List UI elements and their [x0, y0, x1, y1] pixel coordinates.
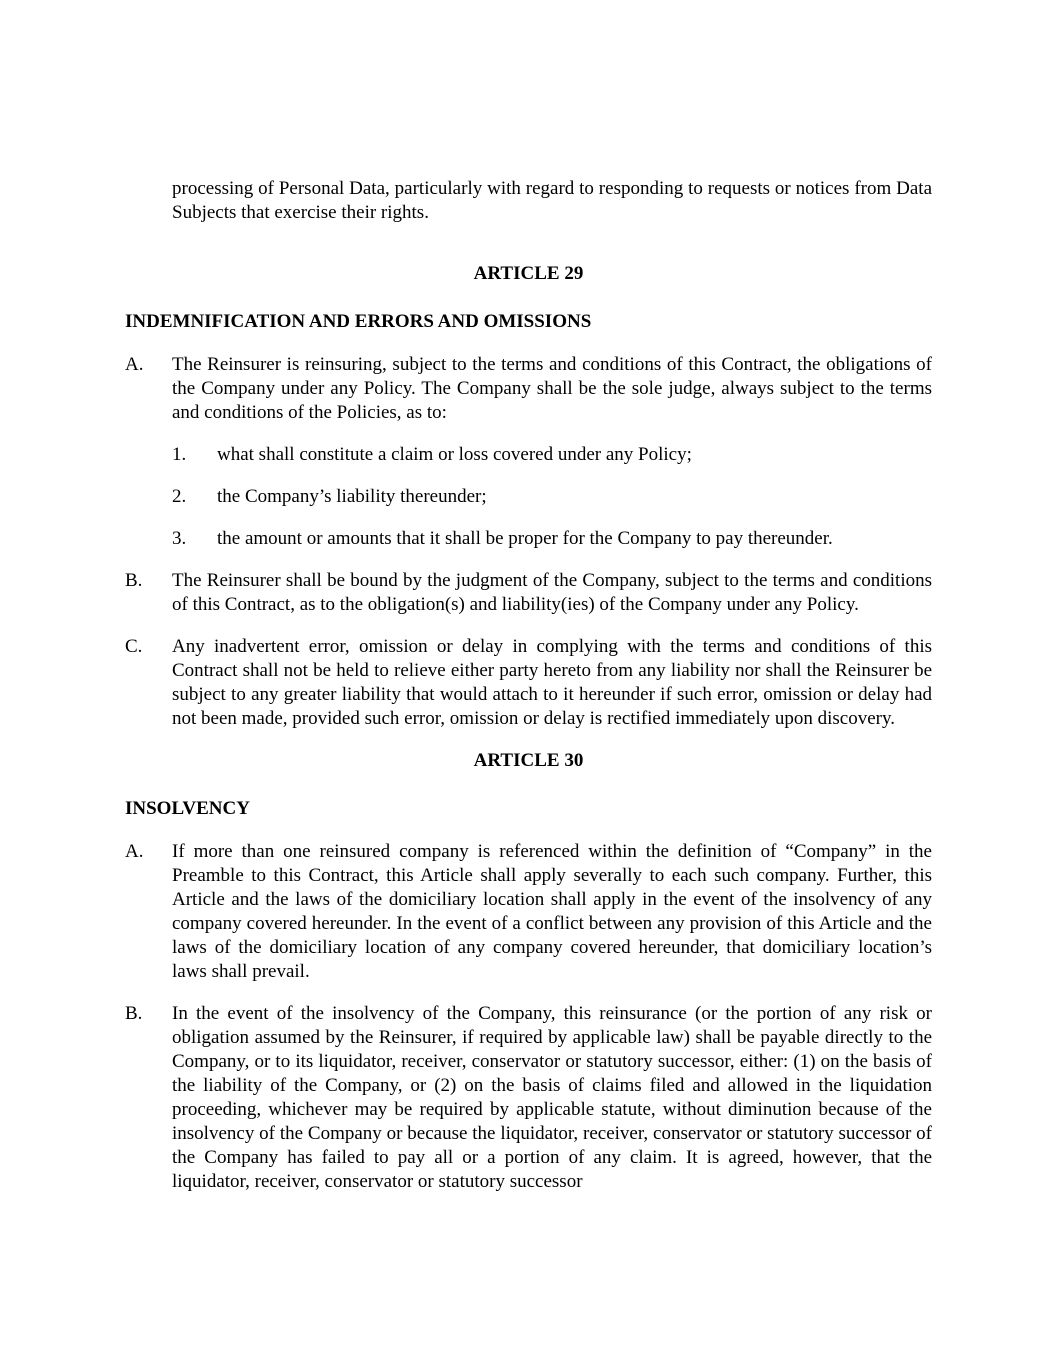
article-30-heading: ARTICLE 30	[473, 750, 584, 771]
article-29-item-c	[125, 635, 932, 731]
article-29-title: INDEMNIFICATION AND ERRORS AND OMISSIONS	[125, 311, 592, 332]
item-marker: B.	[125, 570, 143, 591]
article-30-title: INSOLVENCY	[125, 798, 250, 819]
article-29-subitem-3	[125, 527, 932, 551]
subitem-text: the Company’s liability thereunder;	[217, 486, 487, 507]
subitem-marker: 1.	[172, 444, 187, 465]
article-30-item-b	[125, 1002, 932, 1194]
subitem-marker: 3.	[172, 528, 187, 549]
article-29-heading: ARTICLE 29	[473, 263, 584, 284]
item-marker: B.	[125, 1003, 143, 1024]
article-29-subitem-2	[125, 485, 932, 509]
subitem-marker: 2.	[172, 486, 187, 507]
article-29-item-b	[125, 569, 932, 617]
item-text: The Reinsurer shall be bound by the judgment of the Company, subject to the terms and conditions of this Contract, as to the obligation(s) and liability(ies) of the Company under any Policy.	[172, 570, 932, 615]
item-marker: A.	[125, 841, 144, 862]
item-text: In the event of the insolvency of the Company, this reinsurance (or the portion of any risk or obligation assumed by the Reinsurer, if required by applicable law) shall be payable directly to the Company, or to its liquidator, receiver, conservator or statutory successor, either: (1) on the basis of the liability of the Company, or (2) on the basis of claims filed and allowed in the liquidation proceeding, whichever may be required by applicable statute, without diminution because of the insolvency of the Company or because the liquidator, receiver, conservator or statutory successor of the Company has failed to pay all or a portion of any claim. It is agreed, however, that the liquidator, receiver, conservator or statutory successor	[172, 1003, 932, 1192]
intro-continuation-paragraph: processing of Personal Data, particularly with regard to responding to requests or notices from Data Subjects that exercise their rights.	[172, 178, 932, 223]
article-29-subitem-1	[125, 443, 932, 467]
item-text: If more than one reinsured company is referenced within the definition of “Company” in the Preamble to this Contract, this Article shall apply severally to each such company. Further, this Article and the laws of the domiciliary location shall apply in the event of the insolvency of any company covered hereunder. In the event of a conflict between any provision of this Article and the laws of the domiciliary location of any company covered hereunder, that domiciliary location’s laws shall prevail.	[172, 841, 932, 982]
article-30-item-a	[125, 840, 932, 984]
item-marker: A.	[125, 354, 144, 375]
subitem-text: what shall constitute a claim or loss covered under any Policy;	[217, 444, 692, 465]
item-text: The Reinsurer is reinsuring, subject to the terms and conditions of this Contract, the obligations of the Company under any Policy. The Company shall be the sole judge, always subject to the terms and conditions of the Policies, as to:	[172, 354, 932, 423]
article-29-item-a	[125, 353, 932, 425]
subitem-text: the amount or amounts that it shall be proper for the Company to pay thereunder.	[217, 528, 833, 549]
item-text: Any inadvertent error, omission or delay in complying with the terms and conditions of this Contract shall not be held to relieve either party hereto from any liability nor shall the Reinsurer be subject to any greater liability that would attach to it hereunder if such error, omission or delay had not been made, provided such error, omission or delay is rectified immediately upon discovery.	[172, 636, 932, 729]
document-page	[125, 158, 932, 1194]
item-marker: C.	[125, 636, 143, 657]
